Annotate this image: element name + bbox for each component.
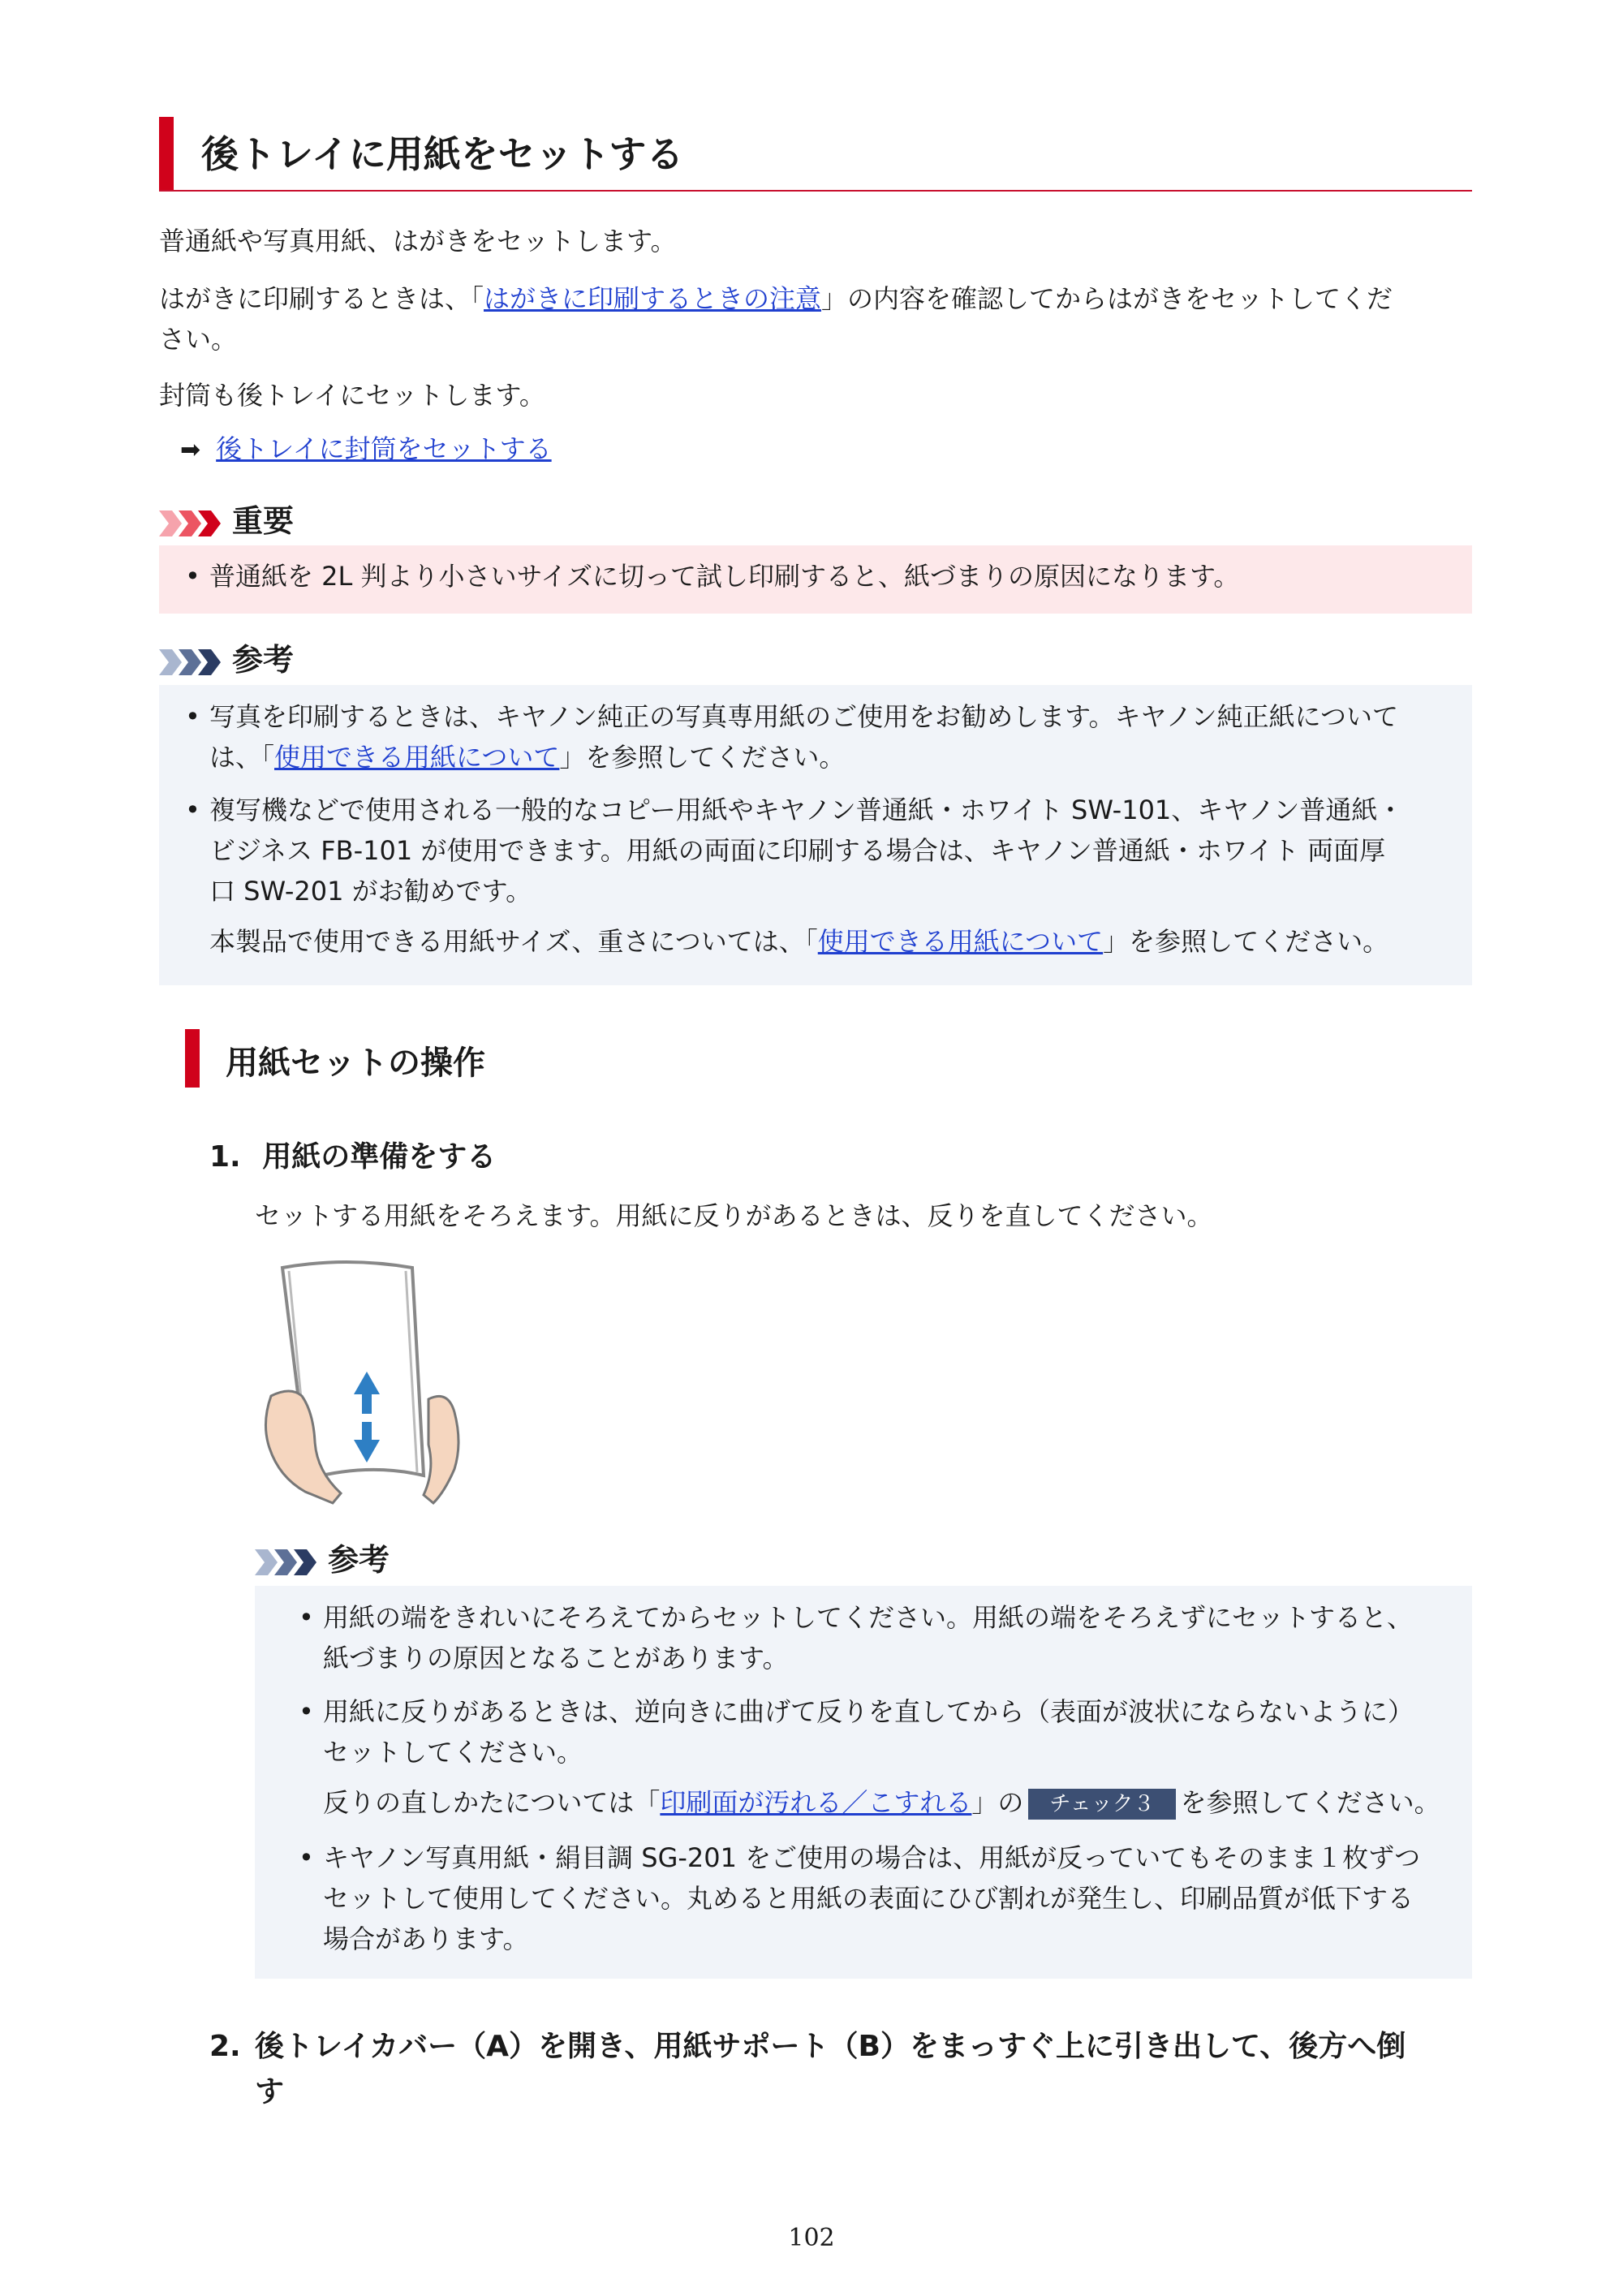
step-1-title: 用紙の準備をする (262, 1140, 497, 1174)
note-extra-text: 本製品で使用できる用紙サイズ、重さについては、「使用できる用紙について」を参照してください。 (209, 926, 1389, 957)
list-item: • 普通紙を 2L 判より小さいサイズに切って試し印刷すると、紙づまりの原因になります。 (185, 561, 1240, 592)
section-accent-bar (185, 1029, 200, 1088)
list-item: • 用紙の端をきれいにそろえてからセットしてください。用紙の端をそろえずにセットすると、 紙づまりの原因となることがあります。 (299, 1602, 1414, 1674)
important-box (159, 545, 1472, 614)
page-title: 後トレイに用紙をセットする (201, 132, 684, 176)
list-item: • キヤノン写真用紙・絹目調 SG-201 をご使用の場合は、用紙が反っていてもそのまま１枚ずつ セットして使用してください。丸めると用紙の表面にひび割れが発生し、印刷品質が低下する 場合があります。 (299, 1842, 1421, 1954)
note-heading-1 (159, 640, 294, 680)
note-chevrons-icon (255, 1549, 321, 1575)
envelope-link-row (180, 429, 552, 471)
note-extra-text: 反りの直しかたについては「印刷面が汚れる／こすれる」の チェック３ を参照してください。 (323, 1787, 1440, 1818)
note-label-1: 参考 (232, 642, 295, 678)
important-heading (159, 501, 294, 541)
list-item: • 用紙に反りがあるときは、逆向きに曲げて反りを直してから（表面が波状にならないように） セットしてください。 (299, 1696, 1414, 1768)
note-box-2 (255, 1586, 1472, 1979)
step-2-number: 2. (209, 2030, 241, 2063)
step-1-number: 1. (209, 1140, 241, 1174)
usable-paper-link-1[interactable]: 使用できる用紙について (274, 742, 560, 773)
intro-paragraph-1: 普通紙や写真用紙、はがきをセットします。 (159, 226, 677, 256)
envelope-link[interactable]: 後トレイに封筒をセットする (216, 433, 552, 464)
section-title: 用紙セットの操作 (226, 1045, 485, 1082)
important-label: 重要 (232, 503, 295, 539)
note-chevrons-icon (159, 649, 226, 675)
note-box-1 (159, 685, 1472, 985)
list-item: • 写真を印刷するときは、キヤノン純正の写真専用紙のご使用をお勧めします。キヤノン純正紙について は、「使用できる用紙について」を参照してください。 (185, 701, 1398, 773)
note-heading-2 (255, 1540, 390, 1580)
check-3-badge[interactable]: チェック３ (1028, 1789, 1175, 1820)
arrow-right-icon: ➡ (180, 436, 201, 464)
intro-paragraph-3: 封筒も後トレイにセットします。 (159, 380, 545, 411)
list-item: • 複写機などで使用される一般的なコピー用紙やキヤノン普通紙・ホワイト SW-101、キヤノン普通紙・ ビジネス FB-101 が使用できます。用紙の両面に印刷する場合は、キヤノン普通紙・ホワイト 両面厚 口 SW-201 がお勧めです。 (185, 795, 1404, 907)
page-number: 102 (788, 2224, 835, 2252)
usable-paper-link-2[interactable]: 使用できる用紙について (817, 926, 1104, 957)
step-1-heading (209, 1135, 496, 1180)
important-chevrons-icon (159, 510, 226, 536)
step-2-heading (209, 2024, 1472, 2115)
intro-paragraph-2: はがきに印刷するときは、「はがきに印刷するときの注意」の内容を確認してからはがきをセットしてくだ さい。 (159, 283, 1393, 355)
title-accent-bar (159, 117, 174, 190)
note-label-2: 参考 (328, 1542, 390, 1578)
print-smudge-link[interactable]: 印刷面が汚れる／こすれる (660, 1787, 972, 1818)
paper-straighten-illustration (255, 1250, 498, 1510)
postcard-notes-link[interactable]: はがきに印刷するときの注意 (484, 283, 822, 314)
step-2-title: 後トレイカバー（A）を開き、用紙サポート（B）をまっすぐ上に引き出して、後方へ倒 す (255, 2030, 1406, 2109)
page-title-block (159, 114, 1472, 192)
step-1-description: セットする用紙をそろえます。用紙に反りがあるときは、反りを直してください。 (255, 1200, 1213, 1231)
